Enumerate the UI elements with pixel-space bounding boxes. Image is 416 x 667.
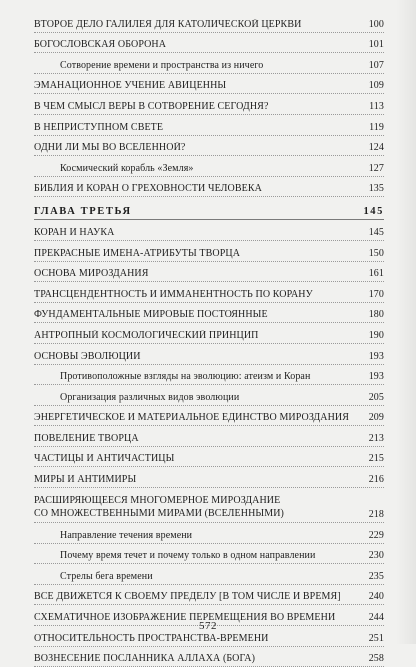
toc-entry-page: 109 [368, 80, 384, 92]
toc-entry [34, 426, 384, 447]
toc-entry-page: 161 [368, 268, 384, 280]
toc-entry-page: 150 [368, 247, 384, 259]
toc-entry-title: АНТРОПНЫЙ КОСМОЛОГИЧЕСКИЙ ПРИНЦИП [34, 329, 259, 341]
toc-entry-page: 258 [368, 653, 384, 665]
toc-entry [34, 241, 384, 262]
toc-entry-page: 240 [368, 591, 384, 603]
toc-entry-title: ВОЗНЕСЕНИЕ ПОСЛАННИКА АЛЛАХА (БОГА) [34, 653, 256, 665]
toc-entry [34, 467, 384, 488]
chapter-heading [34, 197, 384, 220]
toc-entry-title: ВСЕ ДВИЖЕТСЯ К СВОЕМУ ПРЕДЕЛУ [В ТОМ ЧИСЛЕ И ВРЕМЯ] [34, 591, 341, 603]
toc-entry [34, 33, 384, 54]
toc-entry-page: 100 [368, 18, 384, 30]
toc-entry-title: КОРАН И НАУКА [34, 226, 115, 238]
toc-entry-title: Направление течения времени [60, 529, 193, 541]
toc-entry-page: 218 [368, 509, 384, 521]
page-edge-shadow [396, 0, 416, 644]
toc-entry-title: ЭНЕРГЕТИЧЕСКОЕ И МАТЕРИАЛЬНОЕ ЕДИНСТВО МИРОЗДАНИЯ [34, 412, 350, 424]
toc-entry [34, 303, 384, 324]
toc-entry [34, 282, 384, 303]
toc-entry [34, 323, 384, 344]
toc-entry-title: ЭМАНАЦИОННОЕ УЧЕНИЕ АВИЦЕННЫ [34, 80, 227, 92]
toc-entry-title: Организация различных видов эволюции [60, 391, 240, 403]
toc-entry-page: 119 [369, 121, 384, 133]
toc-entry [34, 344, 384, 365]
toc-entry [34, 262, 384, 283]
toc-entry-title: ПОВЕЛЕНИЕ ТВОРЦА [34, 432, 139, 444]
toc-entry-title: В НЕПРИСТУПНОМ СВЕТЕ [34, 121, 164, 133]
toc-entry-page: 213 [368, 432, 384, 444]
toc-entry-page: 193 [368, 350, 384, 362]
toc-entry-page: 124 [368, 142, 384, 154]
toc-entry-page: 251 [368, 632, 384, 644]
toc-entry-two-line [34, 488, 384, 523]
toc-entry [34, 447, 384, 468]
toc-entry-page: 145 [363, 206, 384, 218]
toc-entry-title: ОСНОВА МИРОЗДАНИЯ [34, 268, 149, 280]
toc-subentry [34, 365, 384, 386]
toc-entry-title [34, 488, 356, 522]
toc-subentry [34, 53, 384, 74]
toc-entry-title: ЧАСТИЦЫ И АНТИЧАСТИЦЫ [34, 453, 175, 465]
toc-entry-title: ФУНДАМЕНТАЛЬНЫЕ МИРОВЫЕ ПОСТОЯННЫЕ [34, 309, 268, 321]
toc-entry-page: 230 [368, 550, 384, 562]
toc-entry [34, 647, 384, 667]
toc-entry-title-line1: РАСШИРЯЮЩЕЕСЯ МНОГОМЕРНОЕ МИРОЗДАНИЕ [34, 495, 281, 507]
toc-entry-title: Космический корабль «Земля» [60, 162, 194, 174]
toc-entry-title: Противоположные взгляды на эволюцию: атеизм и Коран [60, 371, 311, 383]
toc-subentry [34, 544, 384, 565]
toc-entry-title: ОДНИ ЛИ МЫ ВО ВСЕЛЕННОЙ? [34, 142, 186, 154]
toc-entry-page: 170 [368, 288, 384, 300]
toc-entry-title: ПРЕКРАСНЫЕ ИМЕНА-АТРИБУТЫ ТВОРЦА [34, 247, 241, 259]
toc-entry-title: В ЧЕМ СМЫСЛ ВЕРЫ В СОТВОРЕНИЕ СЕГОДНЯ? [34, 100, 269, 112]
toc-entry [34, 136, 384, 157]
toc-entry-page: 145 [368, 226, 384, 238]
toc-entry-title: ТРАНСЦЕНДЕНТНОСТЬ И ИММАНЕНТНОСТЬ ПО КОРАНУ [34, 288, 313, 300]
toc-entry-page: 113 [369, 100, 384, 112]
toc-entry-page: 216 [368, 474, 384, 486]
toc-entry-page: 193 [368, 371, 384, 383]
toc-entry-page: 101 [368, 39, 384, 51]
page-number: 572 [199, 620, 217, 632]
toc-entry-title: МИРЫ И АНТИМИРЫ [34, 474, 137, 486]
toc-entry [34, 74, 384, 95]
toc-entry-page: 127 [368, 162, 384, 174]
toc-entry [34, 12, 384, 33]
toc-entry-page: 205 [368, 391, 384, 403]
toc-entry [34, 177, 384, 198]
toc-entry-title: БОГОСЛОВСКАЯ ОБОРОНА [34, 39, 167, 51]
toc-entry [34, 585, 384, 606]
toc-subentry [34, 156, 384, 177]
table-of-contents [34, 12, 384, 667]
toc-entry-page: 180 [368, 309, 384, 321]
toc-subentry [34, 385, 384, 406]
toc-entry-page: 209 [368, 412, 384, 424]
toc-entry-title: ОСНОВЫ ЭВОЛЮЦИИ [34, 350, 141, 362]
toc-entry-page: 190 [368, 329, 384, 341]
toc-entry-title: Стрелы бега времени [60, 570, 153, 582]
toc-entry-page: 235 [368, 570, 384, 582]
toc-subentry [34, 523, 384, 544]
toc-entry [34, 220, 384, 241]
toc-entry-title: Сотворение времени и пространства из ничего [60, 59, 264, 71]
toc-entry-title-line2: СО МНОЖЕСТВЕННЫМИ МИРАМИ (ВСЕЛЕННЫМИ) [34, 508, 284, 520]
toc-entry-title: СХЕМАТИЧНОЕ ИЗОБРАЖЕНИЕ ПЕРЕМЕЩЕНИЯ ВО ВРЕМЕНИ [34, 612, 336, 624]
toc-entry [34, 115, 384, 136]
toc-entry [34, 94, 384, 115]
chapter-title: ГЛАВА ТРЕТЬЯ [34, 206, 132, 218]
toc-entry-page: 229 [368, 529, 384, 541]
toc-entry-title: БИБЛИЯ И КОРАН О ГРЕХОВНОСТИ ЧЕЛОВЕКА [34, 183, 262, 195]
toc-entry-page: 107 [368, 59, 384, 71]
toc-entry-page: 135 [368, 183, 384, 195]
toc-entry-title: ОТНОСИТЕЛЬНОСТЬ ПРОСТРАНСТВА-ВРЕМЕНИ [34, 632, 269, 644]
toc-entry-page: 244 [368, 612, 384, 624]
toc-entry-page: 215 [368, 453, 384, 465]
toc-entry-title: ВТОРОЕ ДЕЛО ГАЛИЛЕЯ ДЛЯ КАТОЛИЧЕСКОЙ ЦЕРКВИ [34, 18, 302, 30]
toc-subentry [34, 564, 384, 585]
toc-entry [34, 406, 384, 427]
toc-entry-title: Почему время течет и почему только в одном направлении [60, 550, 316, 562]
